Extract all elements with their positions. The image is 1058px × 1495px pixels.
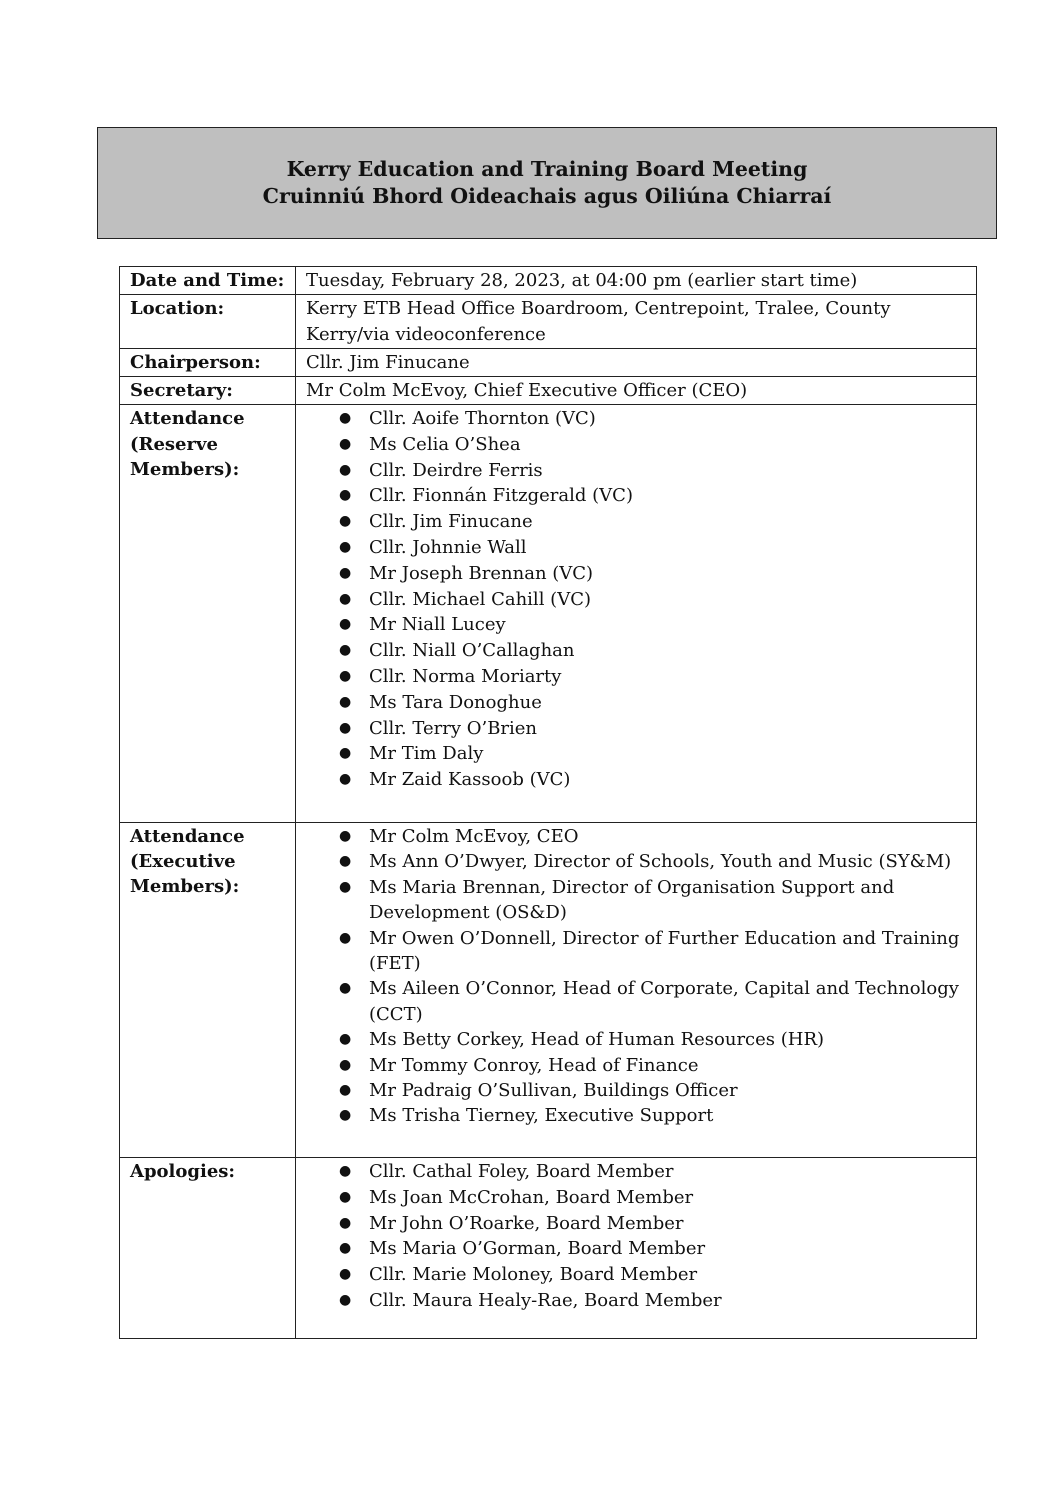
bullet-icon: ●	[339, 487, 352, 504]
bullet-icon: ●	[339, 642, 352, 659]
bullet-icon: ●	[339, 693, 352, 710]
bullet-icon: ●	[339, 410, 352, 426]
list-item-text: Cllr. Terry O’Brien	[369, 717, 538, 739]
row-attendance-reserve	[120, 405, 977, 823]
list-item	[296, 1159, 970, 1185]
secretary-value: Mr Colm McEvoy, Chief Executive Officer (CEO)	[296, 377, 977, 405]
bullet-icon: ●	[339, 1266, 352, 1283]
bullet-icon: ●	[339, 461, 352, 478]
list-item-text: Mr Zaid Kassoob (VC)	[369, 769, 571, 791]
list-item-text: Mr Niall Lucey	[369, 614, 506, 636]
list-item-text: Ms Tara Donoghue	[369, 691, 542, 713]
list-item-text: Ms Betty Corkey, Head of Human Resources (HR)	[369, 1029, 825, 1051]
apologies-list	[296, 1159, 970, 1314]
bullet-icon: ●	[339, 853, 352, 870]
attendance-reserve-list	[296, 406, 970, 793]
list-item-text: Mr Colm McEvoy, CEO	[369, 826, 579, 847]
list-item	[296, 1185, 970, 1211]
list-item-text: Cllr. Jim Finucane	[369, 511, 533, 533]
list-item	[296, 849, 970, 874]
location-value: Kerry ETB Head Office Boardroom, Centrepoint, Tralee, County Kerry/via videoconference	[296, 295, 977, 349]
list-item	[296, 1078, 970, 1103]
list-item-text: Cllr. Maura Healy-Rae, Board Member	[369, 1289, 722, 1311]
bullet-icon: ●	[339, 538, 352, 555]
chairperson-value: Cllr. Jim Finucane	[296, 349, 977, 377]
title-irish: Cruinniú Bhord Oideachais agus Oiliúna Chiarraí	[262, 184, 832, 208]
bullet-icon: ●	[339, 590, 352, 607]
bullet-icon: ●	[339, 1163, 352, 1179]
bullet-icon: ●	[339, 1056, 352, 1073]
list-item-text: Mr John O’Roarke, Board Member	[369, 1212, 684, 1234]
list-item	[296, 638, 970, 664]
bullet-icon: ●	[339, 1214, 352, 1231]
list-item	[296, 535, 970, 561]
attendance-executive-list	[296, 824, 970, 1129]
row-date-time	[120, 267, 977, 295]
row-location	[120, 295, 977, 349]
list-item	[296, 875, 970, 926]
list-item-text: Mr Tommy Conroy, Head of Finance	[369, 1054, 699, 1076]
list-item	[296, 976, 970, 1027]
list-item-text: Cllr. Norma Moriarty	[369, 665, 562, 687]
date-time-value: Tuesday, February 28, 2023, at 04:00 pm (earlier start time)	[296, 267, 977, 295]
bullet-icon: ●	[339, 745, 352, 762]
row-attendance-executive	[120, 823, 977, 1158]
secretary-label: Secretary:	[120, 377, 296, 405]
list-item-text: Ms Ann O’Dwyer, Director of Schools, Youth and Music (SY&M)	[369, 851, 952, 873]
attendance-executive-label: Attendance (Executive Members):	[120, 823, 296, 1158]
bullet-icon: ●	[339, 1291, 352, 1308]
title-english: Kerry Education and Training Board Meeting	[286, 157, 808, 181]
list-item	[296, 483, 970, 509]
bullet-icon: ●	[339, 1082, 352, 1099]
attendance-reserve-cell	[296, 405, 977, 823]
list-item	[296, 458, 970, 484]
apologies-cell	[296, 1158, 977, 1339]
bullet-icon: ●	[339, 878, 352, 895]
list-item-text: Mr Padraig O’Sullivan, Buildings Officer	[369, 1080, 738, 1102]
list-item	[296, 587, 970, 613]
list-item-text: Cllr. Deirdre Ferris	[369, 459, 543, 481]
row-secretary	[120, 377, 977, 405]
meeting-details-table	[119, 266, 977, 1339]
list-item-text: Ms Maria Brennan, Director of Organisation Support and Development (OS&D)	[369, 876, 895, 924]
list-item-text: Mr Owen O’Donnell, Director of Further Education and Training (FET)	[369, 927, 960, 975]
row-chairperson	[120, 349, 977, 377]
location-label: Location:	[120, 295, 296, 349]
list-item	[296, 1288, 970, 1314]
list-item	[296, 1262, 970, 1288]
list-item	[296, 1103, 970, 1128]
attendance-executive-cell	[296, 823, 977, 1158]
bullet-icon: ●	[339, 771, 352, 788]
list-item-text: Cllr. Michael Cahill (VC)	[369, 588, 591, 610]
apologies-label: Apologies:	[120, 1158, 296, 1339]
list-item	[296, 824, 970, 849]
list-item-text: Ms Joan McCrohan, Board Member	[369, 1186, 694, 1208]
list-item-text: Cllr. Aoife Thornton (VC)	[369, 408, 596, 429]
bullet-icon: ●	[339, 564, 352, 581]
bullet-icon: ●	[339, 435, 352, 452]
bullet-icon: ●	[339, 667, 352, 684]
bullet-icon: ●	[339, 513, 352, 530]
list-item	[296, 1211, 970, 1237]
list-item-text: Mr Joseph Brennan (VC)	[369, 562, 594, 584]
list-item-text: Ms Maria O’Gorman, Board Member	[369, 1238, 706, 1260]
bullet-icon: ●	[339, 616, 352, 633]
date-time-label: Date and Time:	[120, 267, 296, 295]
list-item	[296, 1027, 970, 1052]
attendance-reserve-label: Attendance (Reserve Members):	[120, 405, 296, 823]
list-item	[296, 1053, 970, 1078]
list-item-text: Mr Tim Daly	[369, 743, 484, 765]
list-item	[296, 741, 970, 767]
bullet-icon: ●	[339, 719, 352, 736]
list-item	[296, 1236, 970, 1262]
list-item	[296, 612, 970, 638]
bullet-icon: ●	[339, 980, 352, 997]
list-item	[296, 406, 970, 432]
list-item-text: Ms Aileen O’Connor, Head of Corporate, Capital and Technology (CCT)	[369, 978, 959, 1025]
list-item-text: Cllr. Marie Moloney, Board Member	[369, 1264, 698, 1286]
row-apologies	[120, 1158, 977, 1339]
list-item-text: Cllr. Fionnán Fitzgerald (VC)	[369, 485, 633, 507]
list-item-text: Ms Celia O’Shea	[369, 433, 521, 455]
title-banner	[97, 127, 997, 239]
bullet-icon: ●	[339, 828, 352, 844]
list-item	[296, 690, 970, 716]
list-item	[296, 561, 970, 587]
list-item	[296, 926, 970, 977]
bullet-icon: ●	[339, 1240, 352, 1257]
chairperson-label: Chairperson:	[120, 349, 296, 377]
list-item-text: Cllr. Johnnie Wall	[369, 536, 527, 558]
list-item-text: Cllr. Cathal Foley, Board Member	[369, 1161, 674, 1182]
list-item	[296, 432, 970, 458]
list-item	[296, 767, 970, 793]
bullet-icon: ●	[339, 1031, 352, 1048]
list-item	[296, 716, 970, 742]
bullet-icon: ●	[339, 929, 352, 946]
list-item	[296, 509, 970, 535]
list-item-text: Cllr. Niall O’Callaghan	[369, 640, 575, 662]
list-item-text: Ms Trisha Tierney, Executive Support	[369, 1105, 714, 1127]
bullet-icon: ●	[339, 1107, 352, 1124]
bullet-icon: ●	[339, 1188, 352, 1205]
list-item	[296, 664, 970, 690]
